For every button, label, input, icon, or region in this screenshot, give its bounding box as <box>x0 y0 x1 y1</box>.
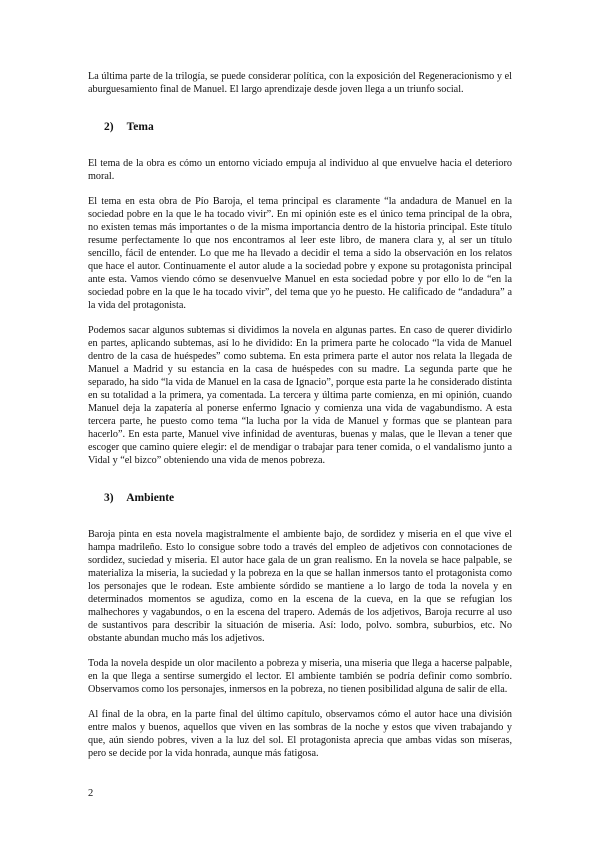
tema-paragraph-2: El tema en esta obra de Pío Baroja, el tema principal es claramente “la andadura de Manuel en la sociedad pobre en la que le ha tocado vivir”. En mi opinión este es el único tema principal de la obra, no existen temas más importantes o de la misma importancia dentro de la historia principal. Este título resume perfectamente lo que nos encontramos al leer este libro, de manera clara y, al ser un título sencillo, fácil de entender. Lo que me ha llevado a decidir el tema a sido la observación en los relatos que hace el autor. Continuamente el autor alude a la sociedad pobre y expone su protagonista principal ante esta. Vamos viendo cómo se desenvuelve Manuel en esta sociedad pobre y por ello lo de “en la sociedad pobre en la que le ha tocado vivir”, del tema que yo he puesto. He calificado de “andadura” a la vida del protagonista. <box>88 196 512 311</box>
tema-paragraph-1: El tema de la obra es cómo un entorno viciado empuja al individuo al que envuelve hacia el deterioro moral. <box>88 158 512 182</box>
ambiente-paragraph-2: Toda la novela despide un olor macilento a pobreza y miseria, una miseria que llega a hacerse palpable, en la que llega a sentirse sumergido el lector. El ambiente también se podría definir como sombrío. Observamos como los personajes, inmersos en la pobreza, no tienen posibilidad alguna de salir de ella. <box>88 658 512 695</box>
section-number: 3) <box>104 492 114 504</box>
section-heading-ambiente <box>104 492 512 505</box>
section-title: Tema <box>126 121 154 133</box>
tema-paragraph-3: Podemos sacar algunos subtemas si dividimos la novela en algunas partes. En caso de querer dividirlo en partes, aplicando subtemas, así lo he dividido: En la primera parte he colocado “la vida de Manuel dentro de la casa de huéspedes” como subtema. En esta primera parte el autor nos relata la llegada de Manuel a Madrid y su estancia en la casa de huéspedes con su madre. La segunda parte que he separado, ha sido “la vida de Manuel en la casa de Ignacio”, porque esta parte la he considerado distinta en su totalidad a la primera, ya comentada. La tercera y última parte comienza, en mi opinión, cuando Manuel deja la zapatería al ponerse enfermo Ignacio y comienza una vida de vagabundismo. A esta tercera parte, he puesto como tema “la lucha por la vida de Manuel y formas que se plantean para hacerlo”. En esta parte, Manuel vive infinidad de aventuras, buenas y malas, que le llevan a tener que escoger que camino quiere elegir: el de mendigar o trabajar para tener comida, o el vandalismo junto a Vidal y “el bizco” obteniendo una vida de menos pobreza. <box>88 325 512 466</box>
page-number: 2 <box>88 788 94 799</box>
ambiente-paragraph-3: Al final de la obra, en la parte final del último capítulo, observamos cómo el autor hace una división entre malos y buenos, aquellos que viven en las sombras de la noche y estos que viven trabajando y que, aún siendo pobres, viven a la luz del sol. El protagonista aprecia que ambas vidas son míseras, pero se decide por la vida honrada, aunque más fatigosa. <box>88 709 512 759</box>
section-number: 2) <box>104 121 114 133</box>
intro-paragraph: La última parte de la trilogía, se puede considerar política, con la exposición del Regeneracionismo y el aburguesamiento final de Manuel. El largo aprendizaje desde joven llega a un triunfo social. <box>88 71 512 95</box>
ambiente-paragraph-1: Baroja pinta en esta novela magistralmente el ambiente bajo, de sordidez y miseria en el que vive el hampa madrileño. Esto lo consigue sobre todo a través del empleo de adjetivos con connotaciones de sordidez, suciedad y miseria. El autor hace gala de un gran realismo. En la novela se hace palpable, se materializa la miseria, la suciedad y la pobreza en la que se hallan inmersos tanto el protagonista como los personajes que le rodean. Este ambiente sórdido se mantiene a lo largo de toda la novela y en determinados momentos se agudiza, como en la escena de la cueva, en la que se refugian los malhechores y vagabundos, o en la escena del trapero. Además de los adjetivos, Baroja recurre al uso de sustantivos para describir la situación de miseria. Así: lodo, polvo. sombra, suburbios, etc. No obstante abundan mucho más los adjetivos. <box>88 529 512 644</box>
section-heading-tema <box>104 121 512 134</box>
section-title: Ambiente <box>126 492 175 504</box>
